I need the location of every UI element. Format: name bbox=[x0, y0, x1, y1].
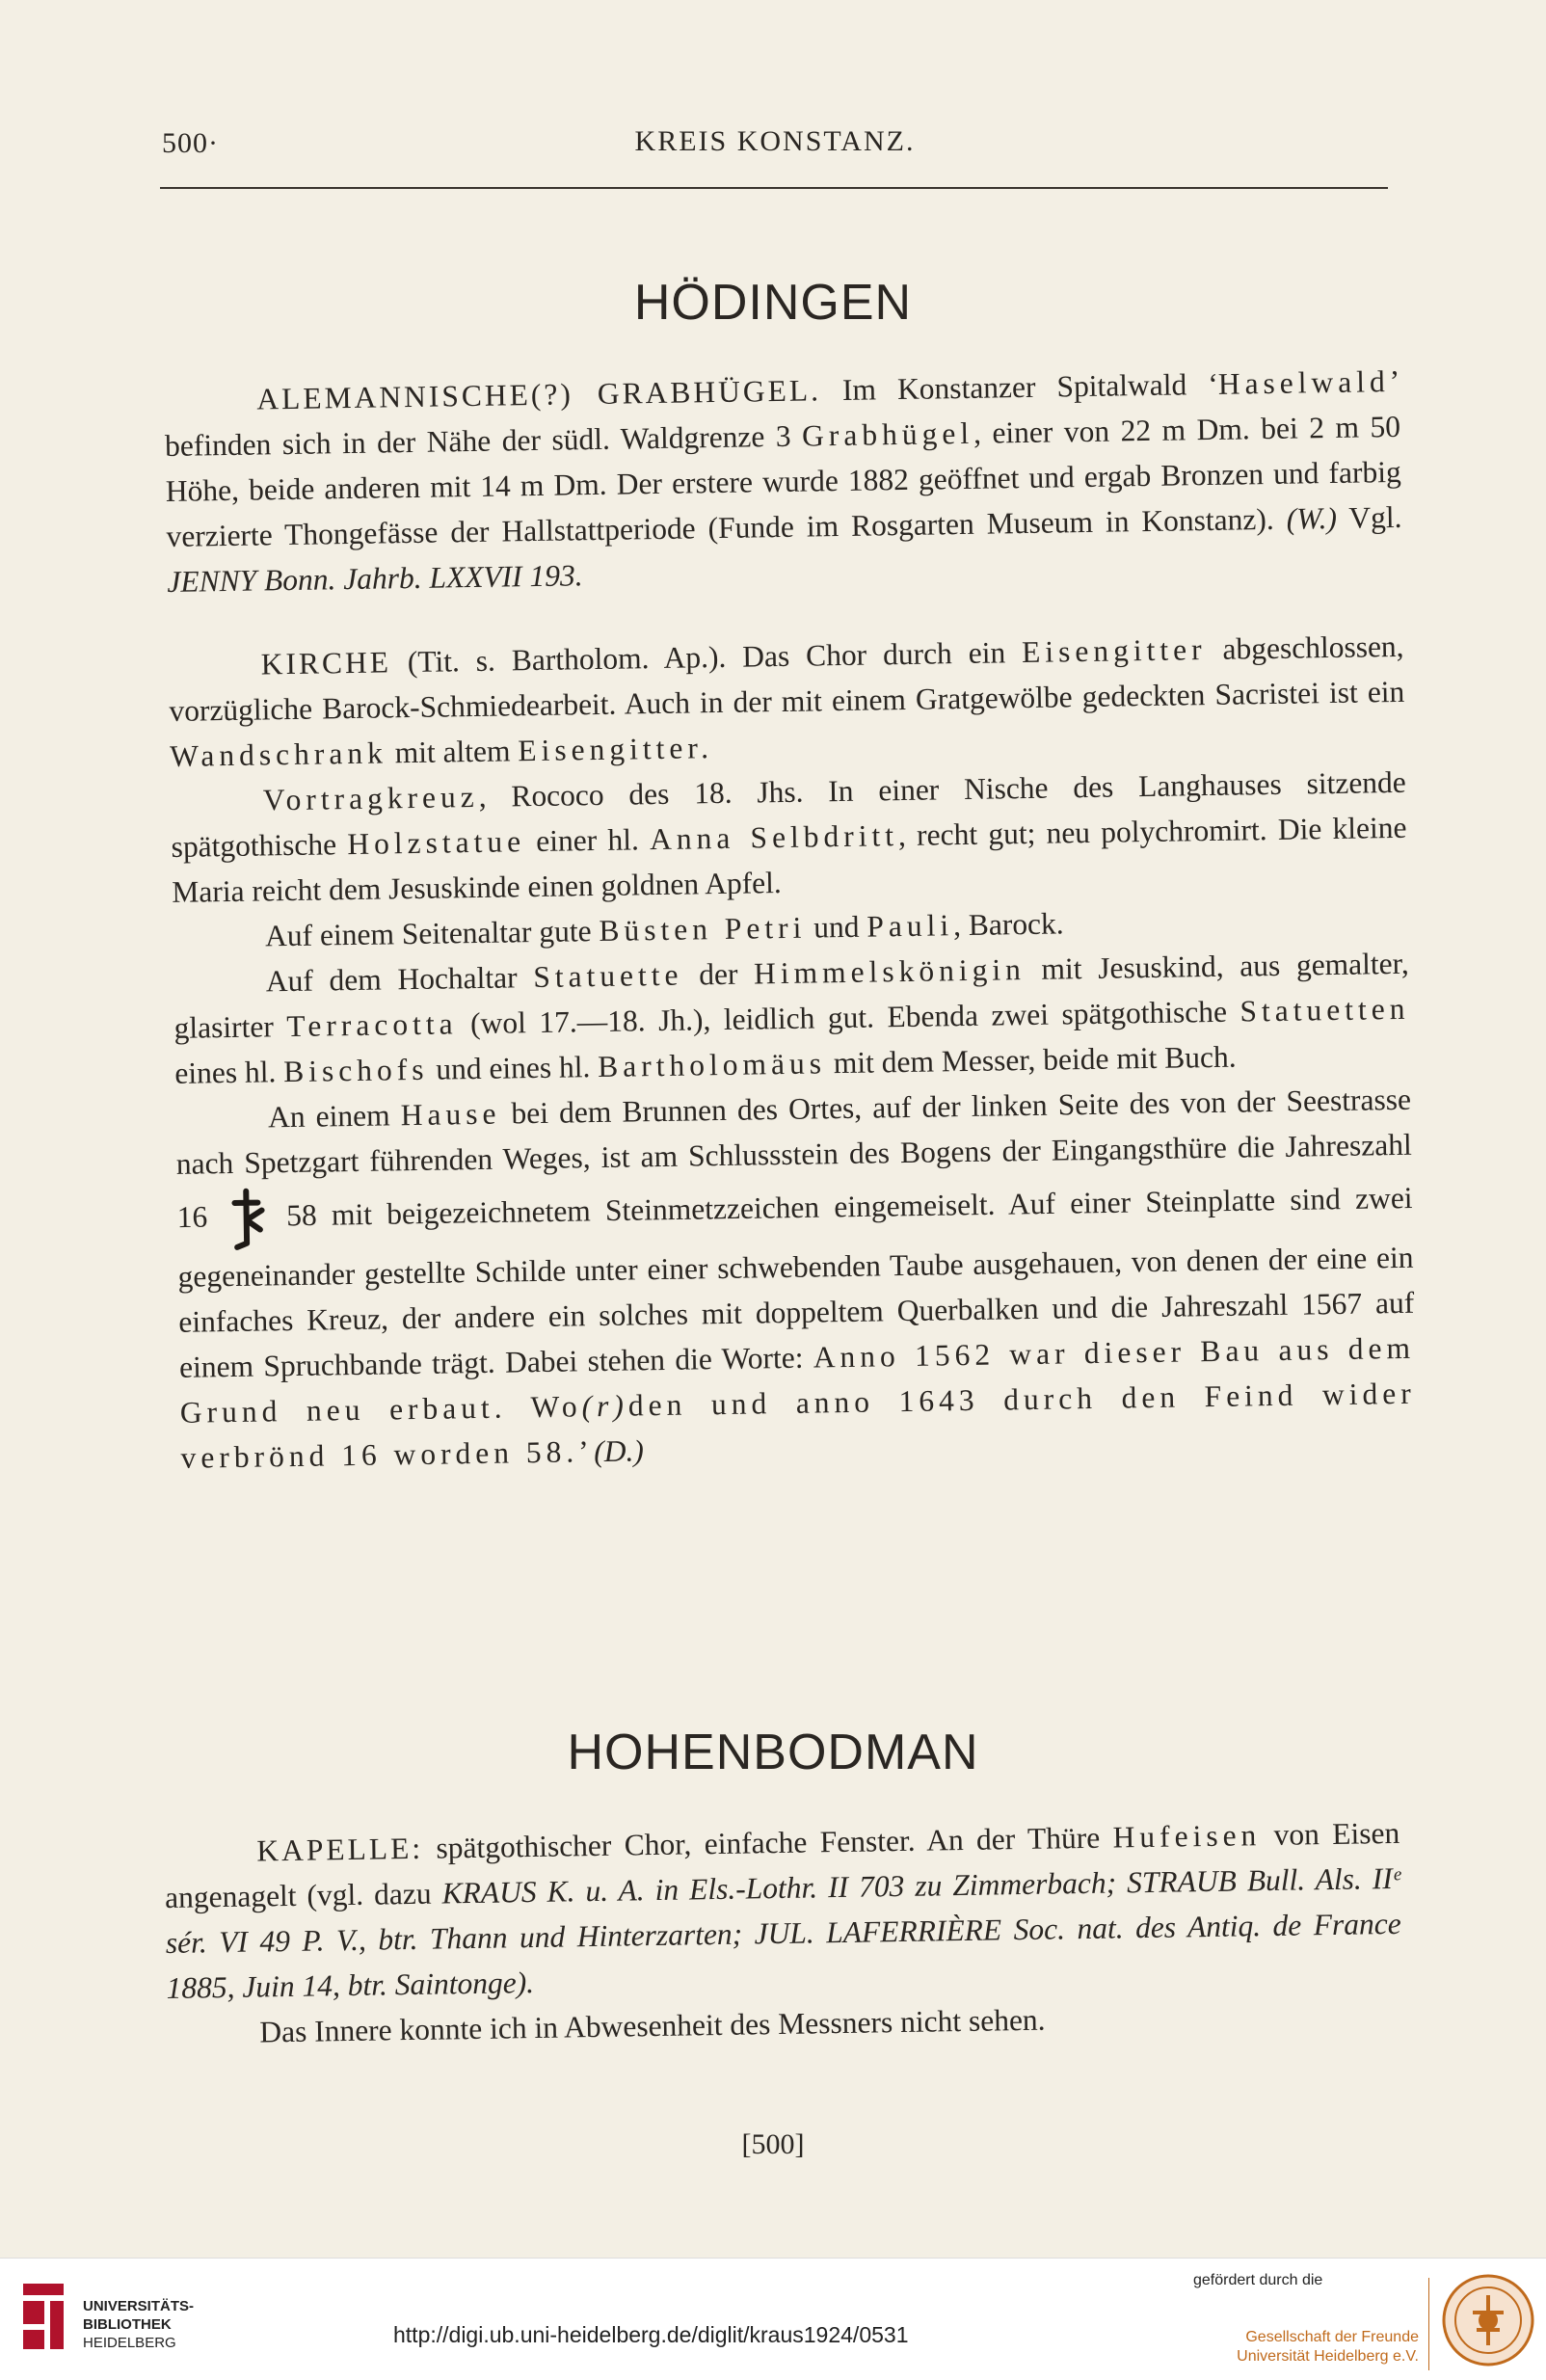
paragraph-hause bbox=[175, 1077, 1417, 1481]
section-title-hohenbodman: HOHENBODMAN bbox=[567, 1725, 979, 1780]
text: abgeschlossen, vorzügliche Barock-Schmiedearbeit. Auch in der mit einem Gratgewölbe gedeckten Sacristei ist ein bbox=[169, 628, 1405, 728]
paragraph-kirche bbox=[168, 624, 1405, 779]
folio-number: [500] bbox=[741, 2128, 805, 2160]
text: , Barock. bbox=[952, 906, 1064, 943]
text: von Eisen angenagelt (vgl. dazu bbox=[164, 1815, 1400, 1914]
text: An einem bbox=[267, 1098, 401, 1135]
sponsor-line-1: Gesellschaft der Freunde bbox=[1245, 2329, 1419, 2345]
text: mit Jesuskind, aus gemalter, glasirter bbox=[173, 946, 1409, 1045]
author-initial: (W.) bbox=[1286, 500, 1338, 536]
digitization-footer bbox=[0, 2258, 1546, 2380]
author-initial: (D.) bbox=[593, 1433, 645, 1469]
citation: KRAUS K. u. A. in Els.-Lothr. II 703 zu Zimmerbach; STRAUB Bull. Als. IIᵉ sér. VI 49 P. V., btr. Thann und Hinterzarten; JUL. LAFERRIÈRE Soc. nat. des Antiq. de France 1885, Juin 14, btr. Saintonge). bbox=[165, 1860, 1401, 2005]
term-kapelle-heading: KAPELLE: bbox=[256, 1831, 424, 1868]
stonemason-mark-icon bbox=[213, 1185, 281, 1253]
library-name bbox=[83, 2297, 194, 2352]
page-number: 500· bbox=[162, 127, 219, 159]
text: 58 mit beigezeichnetem Steinmetzzeichen eingemeiselt. Auf einer Steinplatte sind zwei gegeneinander gestellte Schilde unter einer schwebenden Taube ausgehauen, von denen der eine ein einfaches Kreuz, der andere ein solches mit doppeltem Querbalken und die Jahreszahl 1567 auf einem Spruchbande trägt. Dabei stehen die Worte: bbox=[177, 1180, 1415, 1384]
text: der bbox=[682, 956, 755, 992]
term-kirche-heading: KIRCHE bbox=[260, 645, 392, 682]
term-haselwald: Haselwald bbox=[1217, 364, 1390, 401]
text: , recht gut; neu polychromirt. Die kleine Maria reicht dem Jesuskinde einen goldnen Apfel. bbox=[172, 810, 1407, 909]
paragraph-innere: Das Innere konnte ich in Abwesenheit des Messners nicht sehen. bbox=[259, 2002, 1046, 2049]
text: , einer von 22 m Dm. bei 2 m 50 Höhe, beide anderen mit 14 m Dm. Der erstere wurde 1882 geöffnet und ergab Bronzen und farbig verzierte Thongefässe der Hallstattperiode (Funde im Rosgarten Museum in Konstanz). bbox=[165, 409, 1401, 553]
text: ’ befinden sich in der Nähe der südl. Waldgrenze 3 bbox=[164, 363, 1400, 463]
running-head bbox=[162, 114, 1388, 159]
term-grabhuegel: Grabhügel bbox=[801, 415, 974, 453]
text: Vgl. bbox=[1336, 499, 1402, 535]
term-buesten-petri: Büsten Petri bbox=[599, 910, 807, 948]
hoedingen-body bbox=[164, 359, 1417, 1481]
text: mit altem bbox=[386, 734, 519, 770]
university-seal-icon bbox=[1440, 2270, 1536, 2370]
inscription: Anno 1562 war dieser Bau aus dem Grund neu erbaut. Wo bbox=[179, 1330, 1416, 1430]
text: , Rococo des 18. Jhs. In einer Nische des Langhauses sitzende spätgothische bbox=[171, 764, 1407, 864]
text: mit dem Messer, beide mit Buch. bbox=[825, 1039, 1237, 1081]
term-bischofs: Bischofs bbox=[282, 1052, 429, 1089]
term-pauli: Pauli bbox=[866, 908, 954, 944]
text: und bbox=[806, 909, 867, 945]
sponsor-name bbox=[1178, 2328, 1419, 2367]
permalink[interactable]: http://digi.ub.uni-heidelberg.de/diglit/kraus1924/0531 bbox=[393, 2322, 909, 2347]
text: eines hl. bbox=[174, 1055, 284, 1090]
sponsor-label: gefördert durch die bbox=[1193, 2272, 1323, 2288]
term-grabhuegel-heading: ALEMANNISCHE(?) GRABHÜGEL. bbox=[256, 373, 822, 416]
text: und eines hl. bbox=[428, 1050, 599, 1086]
term-hause: Hause bbox=[400, 1096, 501, 1133]
term-himmelskoenigin: Himmelskönigin bbox=[753, 952, 1026, 991]
inscription-insertion: (r) bbox=[581, 1388, 629, 1424]
library-line-1: UNIVERSITÄTS- bbox=[83, 2298, 195, 2314]
text: spätgothischer Chor, einfache Fenster. An der Thüre bbox=[422, 1820, 1113, 1865]
inscription-end: den und anno 1643 durch den Feind wider verbrönd 16 worden 58. bbox=[180, 1376, 1416, 1475]
text: ’ bbox=[577, 1434, 595, 1469]
header-rule bbox=[160, 187, 1388, 189]
term-eisengitter: Eisengitter bbox=[1021, 632, 1207, 670]
term-wandschrank: Wandschrank bbox=[169, 735, 388, 773]
sponsor-divider bbox=[1428, 2278, 1429, 2370]
sponsor-line-2: Universität Heidelberg e.V. bbox=[1237, 2348, 1419, 2365]
term-anna-selbdritt: Anna Selbdritt bbox=[649, 818, 899, 857]
term-holzstatue: Holzstatue bbox=[347, 824, 526, 862]
running-title: KREIS KONSTANZ. bbox=[634, 125, 916, 157]
term-eisengitter-2: Eisengitter. bbox=[518, 731, 714, 768]
text: Im Konstanzer Spitalwald ‘ bbox=[820, 366, 1219, 408]
paragraph-grabhuegel bbox=[164, 359, 1403, 604]
library-line-2: BIBLIOTHEK bbox=[83, 2316, 172, 2333]
term-vortragkreuz: Vortragkreuz bbox=[262, 779, 479, 817]
term-hufeisen: Hufeisen bbox=[1112, 1818, 1262, 1855]
section-title-hoedingen: HÖDINGEN bbox=[633, 275, 913, 331]
text: Auf dem Hochaltar bbox=[265, 960, 534, 999]
text: (wol 17.—18. Jh.), leidlich gut. Ebenda zwei spätgothische bbox=[457, 994, 1240, 1041]
paragraph-hochaltar bbox=[173, 941, 1410, 1096]
citation: JENNY Bonn. Jahrb. LXXVII 193. bbox=[167, 558, 583, 599]
term-bartholomaeus: Bartholomäus bbox=[597, 1046, 827, 1084]
text: Auf einem Seitenaltar gute bbox=[264, 913, 600, 953]
text: einer hl. bbox=[524, 822, 651, 859]
term-statuette: Statuette bbox=[533, 957, 683, 995]
term-statuetten: Statuetten bbox=[1239, 991, 1410, 1029]
hohenbodman-body bbox=[164, 1810, 1403, 2056]
university-library-logo-icon bbox=[15, 2276, 71, 2357]
term-terracotta: Terracotta bbox=[286, 1006, 458, 1044]
paragraph-vortragkreuz bbox=[171, 760, 1408, 915]
library-line-3: HEIDELBERG bbox=[83, 2335, 176, 2351]
paragraph-kapelle bbox=[164, 1810, 1402, 2011]
text: (Tit. s. Bartholom. Ap.). Das Chor durch ein bbox=[390, 635, 1023, 680]
text: bei dem Brunnen des Ortes, auf der linken Seite des von der Seestrasse nach Spetzgart führenden Weges, ist am Schlussstein des Bogens der Eingangsthüre die Jahreszahl 16 bbox=[175, 1082, 1412, 1235]
